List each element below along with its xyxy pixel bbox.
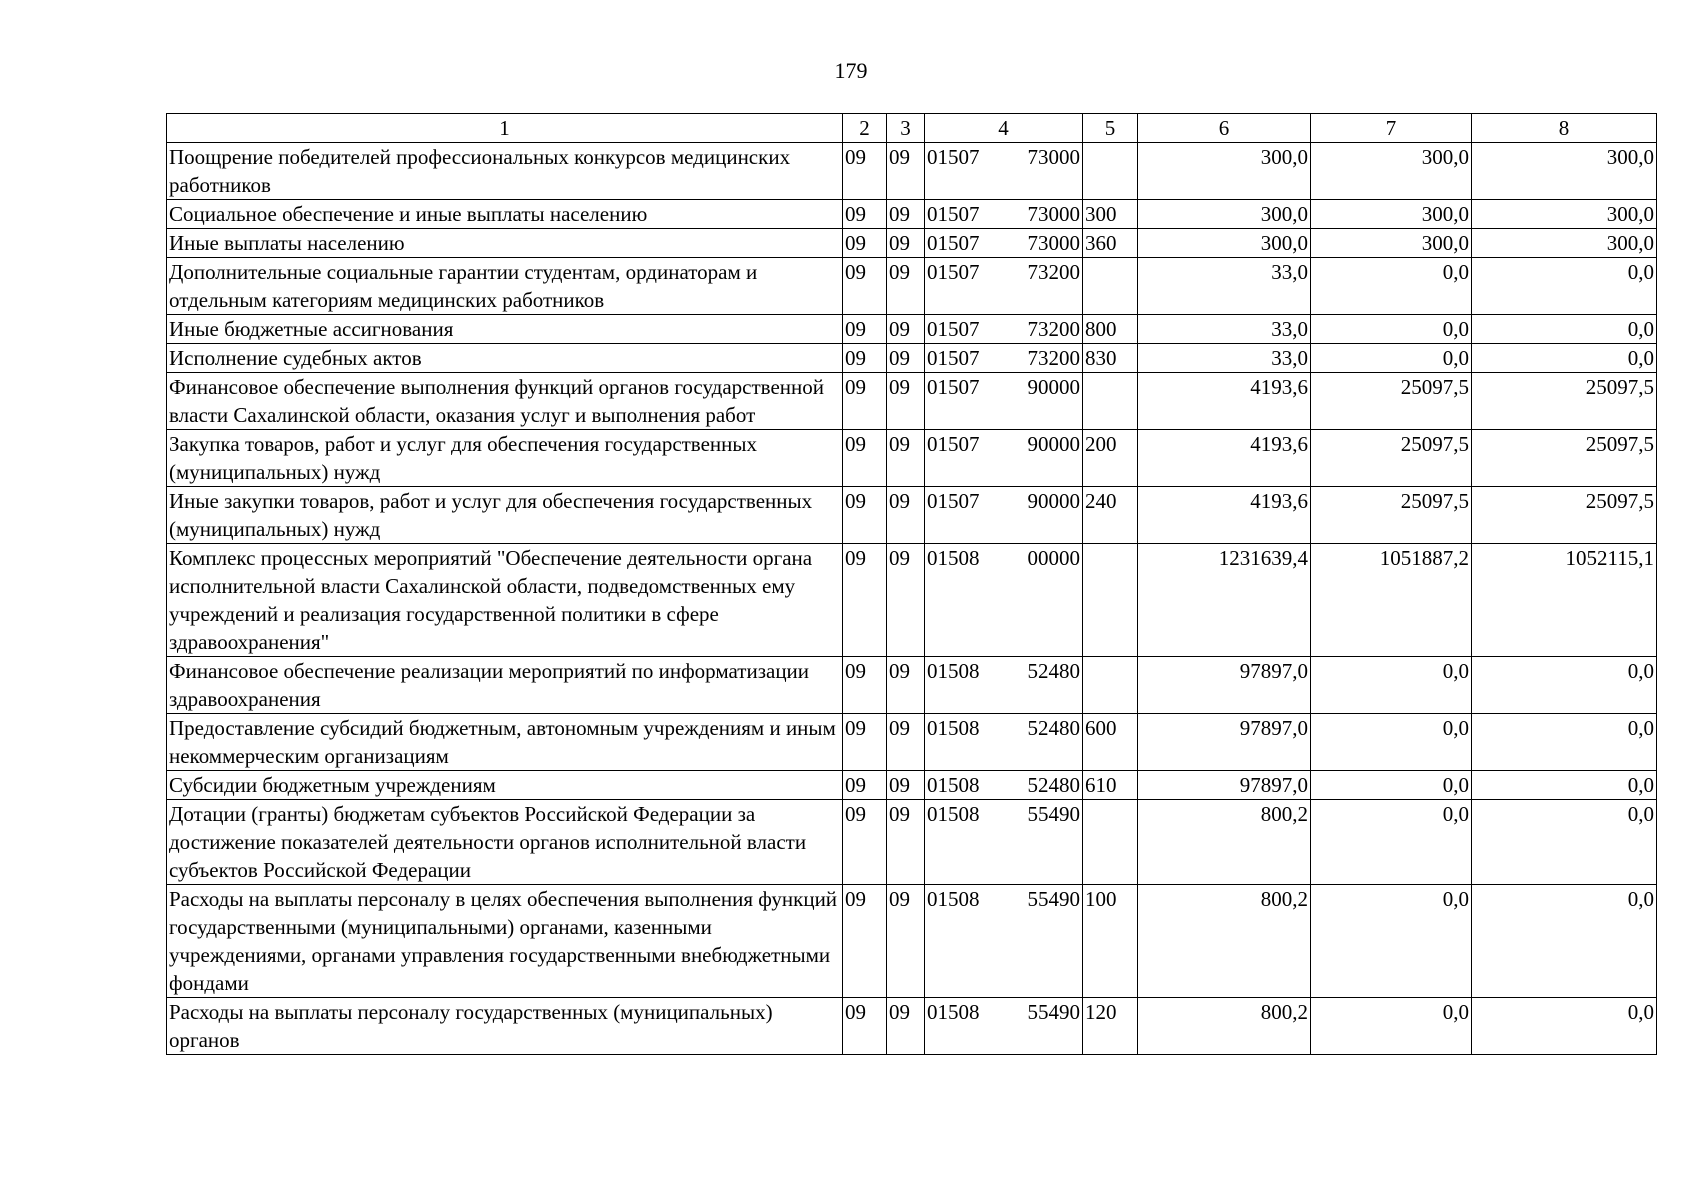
section-code: 09 — [843, 143, 887, 200]
amount-col-7: 0,0 — [1311, 657, 1472, 714]
table-row — [167, 998, 1657, 1055]
program-code: 01507 — [927, 317, 980, 341]
table-row — [167, 258, 1657, 315]
subsection-code: 09 — [887, 258, 925, 315]
amount-col-7: 0,0 — [1311, 998, 1472, 1055]
program-code: 01508 — [927, 546, 980, 570]
table-row — [167, 229, 1657, 258]
table-row — [167, 771, 1657, 800]
expense-type-code — [1083, 544, 1138, 657]
amount-col-8: 300,0 — [1472, 200, 1657, 229]
direction-code: 52480 — [1027, 716, 1080, 740]
target-article-cell — [925, 544, 1083, 657]
target-article-cell — [925, 800, 1083, 885]
amount-col-8: 25097,5 — [1472, 373, 1657, 430]
amount-col-6: 4193,6 — [1138, 487, 1311, 544]
amount-col-6: 97897,0 — [1138, 657, 1311, 714]
subsection-code: 09 — [887, 143, 925, 200]
amount-col-7: 25097,5 — [1311, 373, 1472, 430]
amount-col-6: 97897,0 — [1138, 771, 1311, 800]
row-description: Закупка товаров, работ и услуг для обеспечения государственных (муниципальных) нужд — [167, 430, 843, 487]
expense-type-code — [1083, 258, 1138, 315]
program-code: 01508 — [927, 659, 980, 683]
table-row — [167, 487, 1657, 544]
amount-col-6: 33,0 — [1138, 344, 1311, 373]
table-row — [167, 200, 1657, 229]
direction-code: 73000 — [1027, 145, 1080, 169]
amount-col-7: 0,0 — [1311, 315, 1472, 344]
section-code: 09 — [843, 885, 887, 998]
direction-code: 73200 — [1027, 317, 1080, 341]
program-code: 01507 — [927, 145, 980, 169]
direction-code: 55490 — [1027, 887, 1080, 911]
subsection-code: 09 — [887, 800, 925, 885]
target-article-cell — [925, 487, 1083, 544]
direction-code: 55490 — [1027, 1000, 1080, 1024]
direction-code: 73000 — [1027, 231, 1080, 255]
amount-col-8: 25097,5 — [1472, 487, 1657, 544]
expense-type-code: 600 — [1083, 714, 1138, 771]
program-code: 01507 — [927, 489, 980, 513]
program-code: 01507 — [927, 231, 980, 255]
direction-code: 00000 — [1027, 546, 1080, 570]
table-row — [167, 657, 1657, 714]
target-article-cell — [925, 258, 1083, 315]
amount-col-6: 800,2 — [1138, 800, 1311, 885]
budget-table — [166, 113, 1657, 1055]
section-code: 09 — [843, 998, 887, 1055]
amount-col-6: 4193,6 — [1138, 373, 1311, 430]
section-code: 09 — [843, 657, 887, 714]
amount-col-7: 1051887,2 — [1311, 544, 1472, 657]
amount-col-6: 33,0 — [1138, 258, 1311, 315]
direction-code: 52480 — [1027, 659, 1080, 683]
row-description: Финансовое обеспечение реализации мероприятий по информатизации здравоохранения — [167, 657, 843, 714]
amount-col-6: 97897,0 — [1138, 714, 1311, 771]
target-article-cell — [925, 885, 1083, 998]
target-article-cell — [925, 714, 1083, 771]
direction-code: 73000 — [1027, 202, 1080, 226]
expense-type-code: 610 — [1083, 771, 1138, 800]
target-article-cell — [925, 229, 1083, 258]
row-description: Дополнительные социальные гарантии студентам, ординаторам и отдельным категориям медицинских работников — [167, 258, 843, 315]
table-row — [167, 344, 1657, 373]
table-row — [167, 714, 1657, 771]
direction-code: 90000 — [1027, 489, 1080, 513]
target-article-cell — [925, 771, 1083, 800]
amount-col-7: 25097,5 — [1311, 487, 1472, 544]
amount-col-8: 0,0 — [1472, 800, 1657, 885]
amount-col-8: 1052115,1 — [1472, 544, 1657, 657]
row-description: Финансовое обеспечение выполнения функций органов государственной власти Сахалинской области, оказания услуг и выполнения работ — [167, 373, 843, 430]
expense-type-code: 830 — [1083, 344, 1138, 373]
amount-col-6: 33,0 — [1138, 315, 1311, 344]
amount-col-8: 0,0 — [1472, 885, 1657, 998]
expense-type-code — [1083, 657, 1138, 714]
program-code: 01508 — [927, 716, 980, 740]
row-description: Расходы на выплаты персоналу государственных (муниципальных) органов — [167, 998, 843, 1055]
row-description: Иные закупки товаров, работ и услуг для обеспечения государственных (муниципальных) нужд — [167, 487, 843, 544]
amount-col-6: 300,0 — [1138, 229, 1311, 258]
amount-col-8: 0,0 — [1472, 714, 1657, 771]
header-row — [167, 114, 1657, 143]
target-article-cell — [925, 657, 1083, 714]
expense-type-code: 360 — [1083, 229, 1138, 258]
program-code: 01507 — [927, 202, 980, 226]
amount-col-7: 0,0 — [1311, 714, 1472, 771]
program-code: 01507 — [927, 432, 980, 456]
amount-col-8: 0,0 — [1472, 258, 1657, 315]
direction-code: 90000 — [1027, 432, 1080, 456]
row-description: Расходы на выплаты персоналу в целях обеспечения выполнения функций государственными (муниципальными) органами, казенными учреждениями, органами управления государственными внебюджетными фондами — [167, 885, 843, 998]
header-cell: 4 — [925, 114, 1083, 143]
section-code: 09 — [843, 487, 887, 544]
subsection-code: 09 — [887, 229, 925, 258]
subsection-code: 09 — [887, 771, 925, 800]
table-row — [167, 544, 1657, 657]
subsection-code: 09 — [887, 544, 925, 657]
header-cell: 2 — [843, 114, 887, 143]
section-code: 09 — [843, 200, 887, 229]
expense-type-code: 100 — [1083, 885, 1138, 998]
expense-type-code: 800 — [1083, 315, 1138, 344]
amount-col-8: 300,0 — [1472, 229, 1657, 258]
program-code: 01507 — [927, 375, 980, 399]
row-description: Исполнение судебных актов — [167, 344, 843, 373]
program-code: 01508 — [927, 802, 980, 826]
section-code: 09 — [843, 544, 887, 657]
expense-type-code — [1083, 800, 1138, 885]
header-cell: 5 — [1083, 114, 1138, 143]
amount-col-8: 0,0 — [1472, 315, 1657, 344]
amount-col-6: 300,0 — [1138, 143, 1311, 200]
subsection-code: 09 — [887, 200, 925, 229]
amount-col-6: 800,2 — [1138, 885, 1311, 998]
table-row — [167, 315, 1657, 344]
row-description: Субсидии бюджетным учреждениям — [167, 771, 843, 800]
amount-col-6: 4193,6 — [1138, 430, 1311, 487]
amount-col-7: 25097,5 — [1311, 430, 1472, 487]
section-code: 09 — [843, 344, 887, 373]
subsection-code: 09 — [887, 657, 925, 714]
subsection-code: 09 — [887, 998, 925, 1055]
direction-code: 73200 — [1027, 260, 1080, 284]
table-row — [167, 885, 1657, 998]
section-code: 09 — [843, 771, 887, 800]
target-article-cell — [925, 344, 1083, 373]
target-article-cell — [925, 373, 1083, 430]
row-description: Дотации (гранты) бюджетам субъектов Российской Федерации за достижение показателей деятельности органов исполнительной власти субъектов Российской Федерации — [167, 800, 843, 885]
section-code: 09 — [843, 229, 887, 258]
table-row — [167, 430, 1657, 487]
header-cell: 3 — [887, 114, 925, 143]
section-code: 09 — [843, 373, 887, 430]
row-description: Предоставление субсидий бюджетным, автономным учреждениям и иным некоммерческим организациям — [167, 714, 843, 771]
row-description: Иные выплаты населению — [167, 229, 843, 258]
row-description: Социальное обеспечение и иные выплаты населению — [167, 200, 843, 229]
amount-col-7: 0,0 — [1311, 344, 1472, 373]
table-row — [167, 800, 1657, 885]
amount-col-8: 0,0 — [1472, 344, 1657, 373]
amount-col-7: 0,0 — [1311, 771, 1472, 800]
expense-type-code: 300 — [1083, 200, 1138, 229]
amount-col-6: 800,2 — [1138, 998, 1311, 1055]
amount-col-8: 300,0 — [1472, 143, 1657, 200]
program-code: 01508 — [927, 773, 980, 797]
amount-col-8: 0,0 — [1472, 657, 1657, 714]
direction-code: 73200 — [1027, 346, 1080, 370]
subsection-code: 09 — [887, 430, 925, 487]
header-cell: 6 — [1138, 114, 1311, 143]
table-row — [167, 373, 1657, 430]
target-article-cell — [925, 315, 1083, 344]
subsection-code: 09 — [887, 714, 925, 771]
section-code: 09 — [843, 258, 887, 315]
amount-col-6: 300,0 — [1138, 200, 1311, 229]
subsection-code: 09 — [887, 315, 925, 344]
expense-type-code — [1083, 143, 1138, 200]
amount-col-7: 300,0 — [1311, 229, 1472, 258]
target-article-cell — [925, 143, 1083, 200]
page-number: 179 — [834, 58, 868, 83]
expense-type-code: 200 — [1083, 430, 1138, 487]
target-article-cell — [925, 998, 1083, 1055]
target-article-cell — [925, 430, 1083, 487]
section-code: 09 — [843, 315, 887, 344]
program-code: 01508 — [927, 1000, 980, 1024]
subsection-code: 09 — [887, 373, 925, 430]
amount-col-7: 0,0 — [1311, 800, 1472, 885]
amount-col-8: 0,0 — [1472, 998, 1657, 1055]
target-article-cell — [925, 200, 1083, 229]
table-row — [167, 143, 1657, 200]
subsection-code: 09 — [887, 885, 925, 998]
direction-code: 52480 — [1027, 773, 1080, 797]
header-cell: 7 — [1311, 114, 1472, 143]
row-description: Комплекс процессных мероприятий "Обеспечение деятельности органа исполнительной власти Сахалинской области, подведомственных ему учреждений и реализация государственной политики в сфере здравоохранения" — [167, 544, 843, 657]
amount-col-7: 0,0 — [1311, 258, 1472, 315]
subsection-code: 09 — [887, 344, 925, 373]
expense-type-code: 240 — [1083, 487, 1138, 544]
subsection-code: 09 — [887, 487, 925, 544]
amount-col-7: 0,0 — [1311, 885, 1472, 998]
section-code: 09 — [843, 430, 887, 487]
program-code: 01507 — [927, 346, 980, 370]
amount-col-8: 0,0 — [1472, 771, 1657, 800]
program-code: 01507 — [927, 260, 980, 284]
direction-code: 55490 — [1027, 802, 1080, 826]
direction-code: 90000 — [1027, 375, 1080, 399]
amount-col-7: 300,0 — [1311, 143, 1472, 200]
amount-col-8: 25097,5 — [1472, 430, 1657, 487]
section-code: 09 — [843, 714, 887, 771]
expense-type-code — [1083, 373, 1138, 430]
program-code: 01508 — [927, 887, 980, 911]
amount-col-6: 1231639,4 — [1138, 544, 1311, 657]
header-cell: 8 — [1472, 114, 1657, 143]
row-description: Поощрение победителей профессиональных конкурсов медицинских работников — [167, 143, 843, 200]
expense-type-code: 120 — [1083, 998, 1138, 1055]
amount-col-7: 300,0 — [1311, 200, 1472, 229]
section-code: 09 — [843, 800, 887, 885]
header-cell: 1 — [167, 114, 843, 143]
row-description: Иные бюджетные ассигнования — [167, 315, 843, 344]
